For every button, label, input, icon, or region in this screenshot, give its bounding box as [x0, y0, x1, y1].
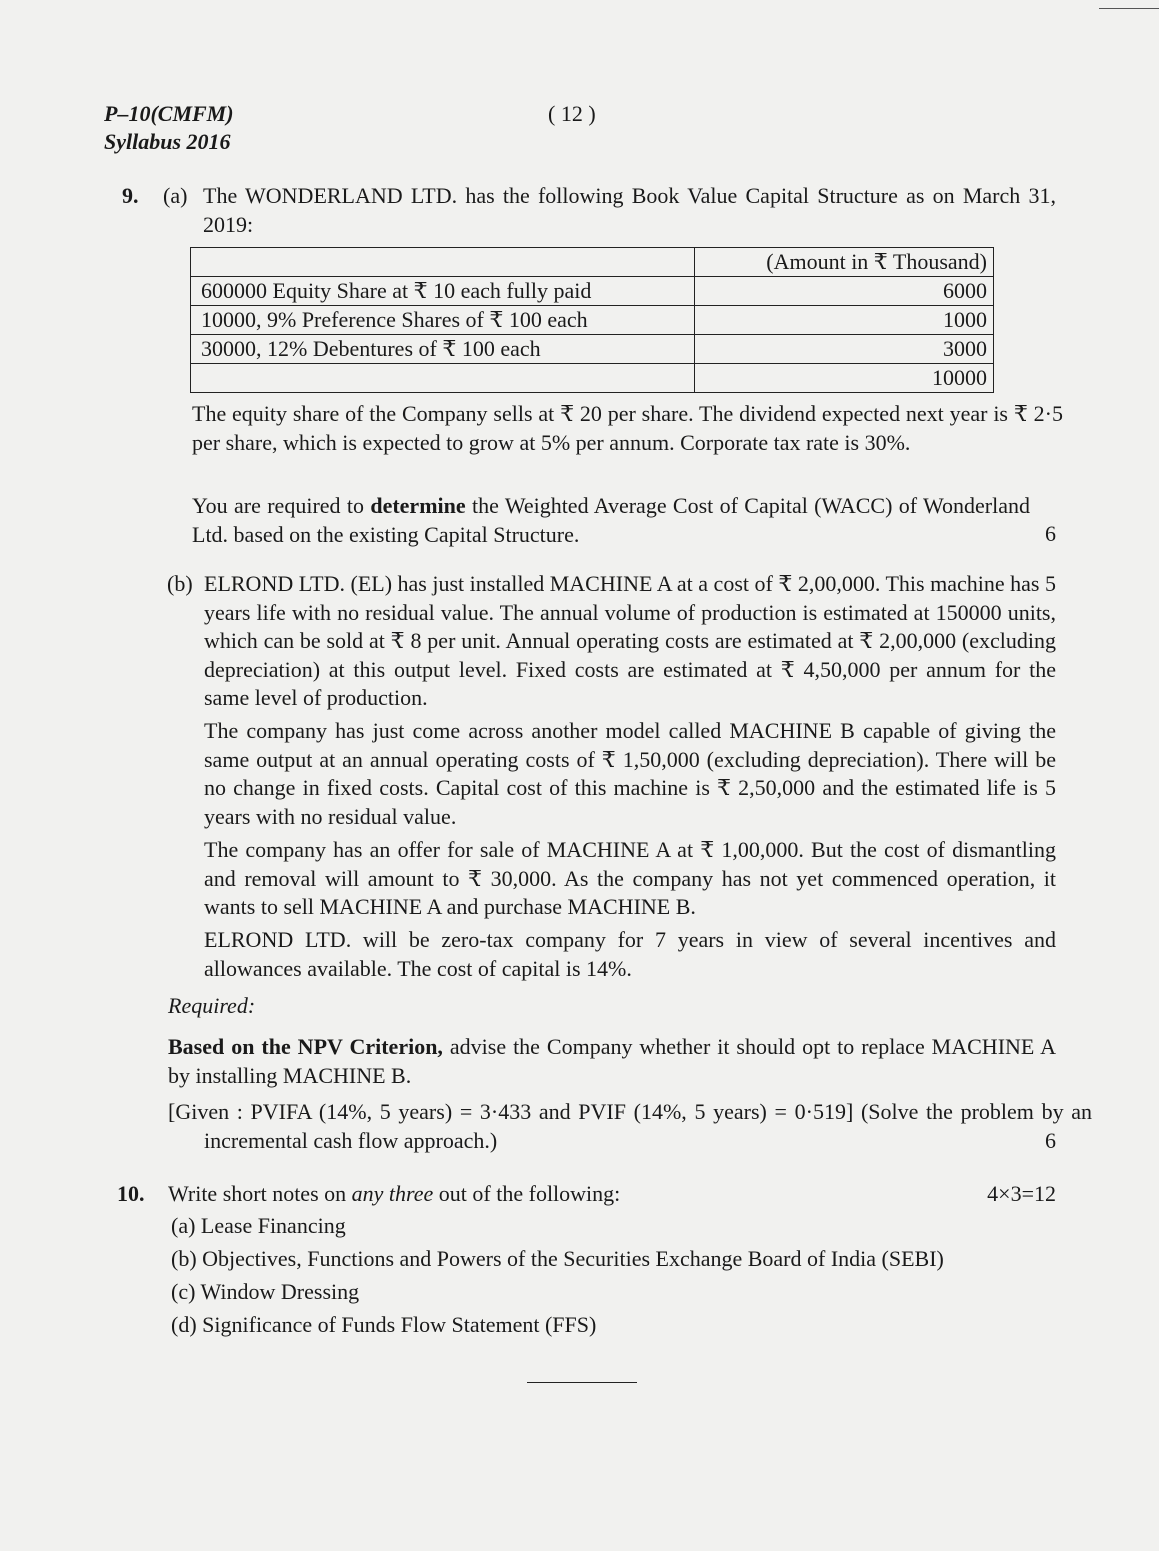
- table-row-item: 30000, 12% Debentures of ₹ 100 each: [191, 335, 695, 364]
- table-row: [191, 277, 994, 306]
- table-row-item: 600000 Equity Share at ₹ 10 each fully paid: [191, 277, 695, 306]
- q10-intro-italic: any three: [351, 1181, 434, 1206]
- table-row-amount: 3000: [695, 335, 994, 364]
- table-row: [191, 306, 994, 335]
- q9b-para-machine-b: The company has just come across another model called MACHINE B capable of giving the same output at an annual operating costs of ₹ 1,50,000 (excluding depreciation). There will be no change in fixed costs. Capital cost of this machine is ₹ 2,50,000 and the estimated life is 5 years with no residual value.: [204, 718, 1056, 829]
- table-total-row: [191, 364, 994, 393]
- q9a-required-text: You are required to: [192, 493, 371, 518]
- q9a-required-bold: determine: [370, 493, 466, 518]
- capital-structure-table: [190, 247, 994, 393]
- q9b-advise-text: advise the Company whether it should opt to replace MACHINE A by installing MACHINE B.: [168, 1034, 1056, 1088]
- table-row: [191, 335, 994, 364]
- table-total-amount: 10000: [695, 364, 994, 393]
- table-row-amount: 6000: [695, 277, 994, 306]
- syllabus-label: Syllabus 2016: [104, 129, 231, 154]
- q9b-para-machine-a: ELROND LTD. (EL) has just installed MACHINE A at a cost of ₹ 2,00,000. This machine has 5 years life with no residual value. The annual volume of production is estimated at 150000 units, which can be sold at ₹ 8 per unit. Annual operating costs are estimated at ₹ 2,00,000 (excluding depreciation) at this output level. Fixed costs are estimated at ₹ 4,50,000 per annum for the same level of production.: [204, 571, 1056, 710]
- scan-mark: [1099, 8, 1159, 9]
- table-header-blank: [191, 248, 695, 277]
- q9a-marks: 6: [1045, 521, 1056, 546]
- list-item: (b) Objectives, Functions and Powers of the Securities Exchange Board of India (SEBI): [171, 1246, 944, 1271]
- q9b-para-sale-offer: The company has an offer for sale of MACHINE A at ₹ 1,00,000. But the cost of dismantling and removal will amount to ₹ 30,000. As the company has not yet commenced operation, it wants to sell MACHINE A and purchase MACHINE B.: [204, 837, 1056, 919]
- q9b-required-label: [168, 992, 255, 1021]
- page-number: ( 12 ): [548, 101, 596, 126]
- q10-marks: 4×3=12: [987, 1181, 1056, 1206]
- end-divider: [527, 1382, 637, 1383]
- table-row-amount: 1000: [695, 306, 994, 335]
- table-total-blank: [191, 364, 695, 393]
- q9b-para-advise: [168, 1033, 1056, 1090]
- q9b-label: (b): [167, 571, 193, 596]
- q9a-intro: The WONDERLAND LTD. has the following Book Value Capital Structure as on March 31, 2019:: [203, 183, 1056, 237]
- q9b-advise-bold: Based on the NPV Criterion,: [168, 1034, 443, 1059]
- q9a-required-text-rest: the Weighted Average Cost of Capital (WACC) of Wonderland Ltd. based on the existing Capital Structure.: [192, 493, 1030, 547]
- q10-intro: [168, 1180, 620, 1209]
- list-item: (c) Window Dressing: [171, 1279, 360, 1304]
- table-header-amount: (Amount in ₹ Thousand): [695, 248, 994, 277]
- q9b-marks: 6: [1045, 1128, 1056, 1153]
- q9b-para-given: [Given : PVIFA (14%, 5 years) = 3·433 and PVIF (14%, 5 years) = 0·519] (Solve the problem by an incremental cash flow approach.): [168, 1099, 1092, 1153]
- q10-intro-text-rest: out of the following:: [433, 1181, 621, 1206]
- paper-header: [104, 100, 234, 156]
- list-item: (a) Lease Financing: [171, 1213, 346, 1238]
- q9a-para-share-details: The equity share of the Company sells at ₹ 20 per share. The dividend expected next year is ₹ 2·5 per share, which is expected to grow at 5% per annum. Corporate tax rate is 30%.: [192, 401, 1063, 455]
- q10-intro-text: Write short notes on: [168, 1181, 352, 1206]
- list-item: (d) Significance of Funds Flow Statement (FFS): [171, 1312, 597, 1337]
- q9b-para-tax: ELROND LTD. will be zero-tax company for 7 years in view of several incentives and allowances available. The cost of capital is 14%.: [204, 927, 1056, 981]
- q9a-para-required: [192, 492, 1030, 549]
- q9a-label: (a): [163, 183, 188, 208]
- question-9-number: 9.: [122, 183, 139, 208]
- table-row-item: 10000, 9% Preference Shares of ₹ 100 each: [191, 306, 695, 335]
- table-header-row: [191, 248, 994, 277]
- question-10-number: 10.: [117, 1181, 145, 1206]
- paper-code: P–10(CMFM): [104, 101, 234, 126]
- q9b-required-italic: Required:: [168, 993, 256, 1018]
